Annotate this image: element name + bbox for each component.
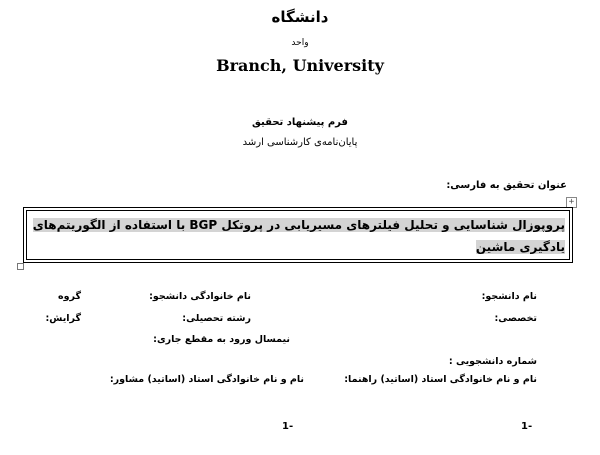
specialty-label: تخصصی: <box>494 313 537 324</box>
form-title: فرم پیشنهاد تحقیق <box>252 117 348 128</box>
university-name-en: Branch, University <box>216 56 384 75</box>
research-title-text <box>31 214 565 258</box>
advisor-label: نام و نام خانوادگی استاد (اساتید) مشاور: <box>109 374 304 385</box>
student-family-label: نام خانوادگی دانشجو: <box>149 291 251 302</box>
student-name-label: نام دانشجو: <box>481 291 537 302</box>
research-title-cell[interactable] <box>26 210 570 260</box>
semester-label: نیمسال ورود به مقطع جاری: <box>153 334 290 345</box>
orientation-label: گرایش: <box>45 313 81 324</box>
university-name-fa: دانشگاه <box>271 8 329 26</box>
student-number-label: شماره دانشجویی : <box>448 356 537 367</box>
supervisor-label: نام و نام خانوادگی استاد (اساتید) راهنما: <box>344 374 537 385</box>
page-marker-center: 1- <box>282 421 294 432</box>
page-marker-right: 1- <box>521 421 533 432</box>
field-label: رشته تحصیلی: <box>182 313 251 324</box>
thesis-type: پایان‌نامه‌ی کارشناسی ارشد <box>242 137 358 148</box>
table-move-handle-icon[interactable]: + <box>566 197 577 208</box>
research-title-label: عنوان تحقیق به فارسی: <box>446 180 567 191</box>
research-title-box[interactable] <box>23 207 573 263</box>
unit-label: واحد <box>291 38 309 48</box>
group-label: گروه <box>58 291 81 302</box>
research-title-highlight: پروپوزال شناسایی و تحلیل فیلترهای مسیریابی در پروتکل BGP با استفاده از الگوریتم‌های یادگیری ماشین <box>32 218 565 254</box>
table-resize-handle-icon[interactable] <box>17 263 24 270</box>
